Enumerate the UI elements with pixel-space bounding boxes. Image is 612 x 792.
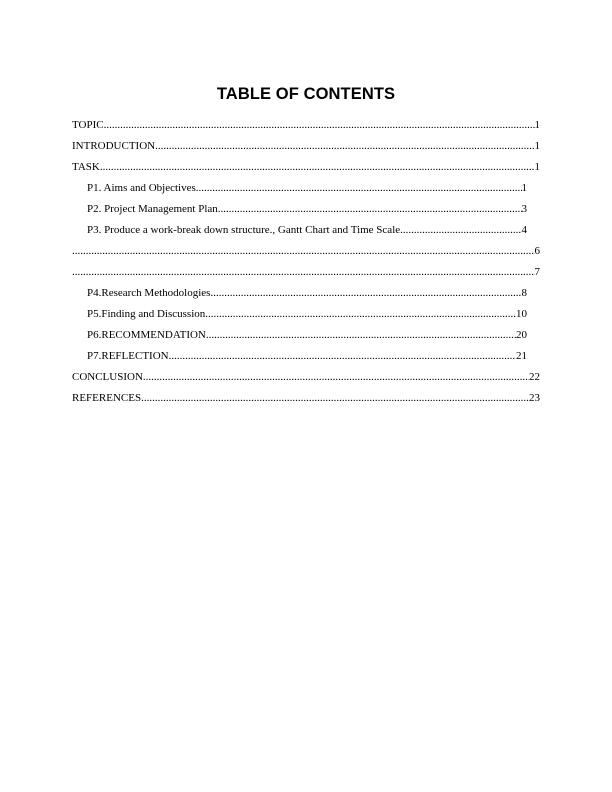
toc-page-number: 6 xyxy=(534,245,540,257)
toc-dot-leader xyxy=(104,118,535,132)
toc-entry-label: P5.Finding and Discussion xyxy=(87,308,206,320)
toc-entry-p5[interactable] xyxy=(87,307,527,321)
toc-page-number: 10 xyxy=(516,308,527,320)
toc-dot-leader xyxy=(206,328,516,342)
toc-entry-untitled-6[interactable] xyxy=(72,244,540,258)
toc-page-number: 7 xyxy=(534,266,540,278)
toc-dot-leader xyxy=(72,244,535,258)
toc-entry-label: CONCLUSION xyxy=(72,371,143,383)
toc-entry-label: P2. Project Management Plan xyxy=(87,203,218,215)
toc-entry-p3[interactable] xyxy=(87,223,527,237)
toc-dot-leader xyxy=(143,370,529,384)
toc-entry-introduction[interactable] xyxy=(72,139,540,153)
toc-dot-leader xyxy=(72,265,535,279)
toc-entry-p4[interactable] xyxy=(87,286,527,300)
toc-entry-label: P6.RECOMMENDATION xyxy=(87,329,206,341)
toc-dot-leader xyxy=(218,202,522,216)
toc-entry-label: P1. Aims and Objectives xyxy=(87,182,196,194)
toc-page-number: 1 xyxy=(534,140,540,152)
toc-dot-leader xyxy=(100,160,535,174)
toc-dot-leader xyxy=(141,391,529,405)
toc-entry-label: INTRODUCTION xyxy=(72,140,156,152)
toc-page-number: 20 xyxy=(516,329,527,341)
toc-entry-references[interactable] xyxy=(72,391,540,405)
toc-entry-label: P7.REFLECTION xyxy=(87,350,169,362)
toc-page-number: 8 xyxy=(521,287,527,299)
toc-entry-p2[interactable] xyxy=(87,202,527,216)
toc-entry-label: P4.Research Methodologies xyxy=(87,287,211,299)
toc-entry-p1[interactable] xyxy=(87,181,527,195)
toc-entry-label: P3. Produce a work-break down structure., Gantt Chart and Time Scale xyxy=(87,224,401,236)
toc-entry-label: TOPIC xyxy=(72,119,104,131)
toc-page-number: 1 xyxy=(534,119,540,131)
toc-page-number: 4 xyxy=(521,224,527,236)
toc-entry-label: TASK xyxy=(72,161,100,173)
toc-page-number: 21 xyxy=(516,350,527,362)
toc-entry-task[interactable] xyxy=(72,160,540,174)
toc-dot-leader xyxy=(169,349,516,363)
toc-dot-leader xyxy=(210,286,521,300)
toc-page-number: 1 xyxy=(521,182,527,194)
toc-entry-topic[interactable] xyxy=(72,118,540,132)
toc-page-number: 22 xyxy=(529,371,540,383)
toc-page-number: 3 xyxy=(521,203,527,215)
toc-entry-conclusion[interactable] xyxy=(72,370,540,384)
toc-dot-leader xyxy=(205,307,516,321)
toc-page-number: 1 xyxy=(534,161,540,173)
toc-entry-untitled-7[interactable] xyxy=(72,265,540,279)
toc-dot-leader xyxy=(196,181,522,195)
toc-entry-p6[interactable] xyxy=(87,328,527,342)
toc-dot-leader xyxy=(155,139,534,153)
page-title: TABLE OF CONTENTS xyxy=(216,85,396,103)
toc-page-number: 23 xyxy=(529,392,540,404)
toc-entry-label: REFERENCES xyxy=(72,392,142,404)
toc-entry-p7[interactable] xyxy=(87,349,527,363)
toc-dot-leader xyxy=(400,223,521,237)
